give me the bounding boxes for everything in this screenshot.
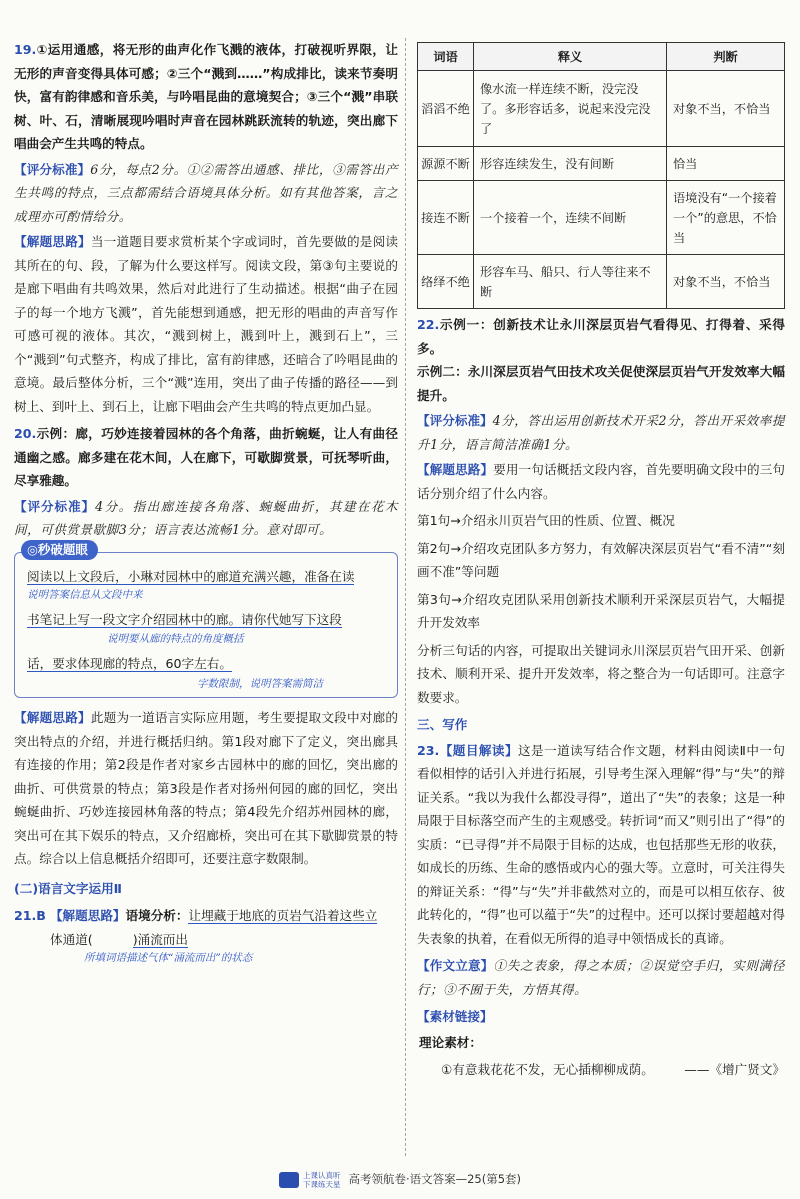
q22-step-1: 第1句→介绍永川页岩气田的性质、位置、概况 (417, 513, 675, 528)
q22-summary: 分析三句话的内容，可提取出关键词永川深层页岩气田开采、创新技术、顺利开采、提升开发效率，将之整合为一句话即可。注意字数要求。 (417, 642, 785, 705)
table-header-row (418, 43, 785, 71)
table-cell-meaning: 形容连续发生，没有间断 (474, 147, 667, 181)
q22-grade: 【评分标准】4分，答出运用创新技术开采2分，答出开采效率提升1分，语言简洁准确1分。 (417, 413, 785, 452)
table-cell-meaning: 一个接着一个，连续不间断 (474, 181, 667, 255)
footer-text: 高考领航卷·语文答案—25(第5套) (348, 1172, 522, 1186)
q20-grade: 【评分标准】4分。指出廊连接各角落、蜿蜒曲折，其建在花木间，可供赏景歇脚3分；语言表达流畅1分。意对即可。 (14, 498, 398, 537)
q23-theory: 理论素材： (419, 1034, 482, 1050)
q22-idea: 【解题思路】要用一句话概括文段内容，首先要明确文段中的三句话分别介绍了什么内容。 (417, 462, 786, 501)
table-cell-meaning: 像水流一样连续不断，没完没了。多形容话多，说起来没完没了 (474, 71, 667, 147)
table-row (418, 147, 785, 181)
q21-line: 21.B 【解题思路】语境分析：让埋藏于地底的页岩气沿着这些立 (14, 908, 378, 923)
q21-number: 21.B (14, 908, 46, 923)
q21-line-2: 体通道( )涌流而出 (50, 931, 188, 947)
box-line-3: 话，要求体现廊的特点，60字左右。 (27, 655, 232, 671)
table-cell-judge: 对象不当，不恰当 (667, 71, 785, 147)
box-note-2: 说明要从廊的特点的角度概括 (107, 632, 244, 645)
q22-step-3: 第3句→介绍攻克团队采用创新技术顺利开采深层页岩气，大幅提升开发效率 (417, 591, 785, 630)
table-cell-judge: 恰当 (667, 147, 785, 181)
q19-number: 19. (14, 42, 37, 57)
q21-note: 所填词语描述气体“涌流而出”的状态 (84, 952, 253, 964)
page-footer (0, 1168, 800, 1192)
box-line-1: 阅读以上文段后，小琳对园林中的廊道充满兴趣，准备在读 (27, 568, 355, 584)
q23-idea: 【作文立意】①失之表象，得之本质；②误觉空手归，实则满径行；③不囿于失，方悟其得。 (417, 958, 786, 997)
q22-example-2: 示例二：永川深层页岩气田技术攻关促使深层页岩气开发效率大幅提升。 (417, 364, 785, 403)
table-row (418, 181, 785, 255)
box-note-3: 字数限制，说明答案需简洁 (197, 678, 323, 690)
section-writing: 三、写作 (417, 717, 468, 732)
q23-quote: ①有意栽花花不发，无心插柳柳成荫。 ——《增广贤文》 (441, 1062, 785, 1077)
word-table (417, 42, 785, 309)
q19-grade: 【评分标准】6分，每点2分。①②需答出通感、排比，③需答出产生共鸣的特点，三点都需结合语境具体分析。如有其他答案，言之成理亦可酌情给分。 (14, 161, 399, 224)
table-row (418, 255, 785, 309)
right-column (417, 42, 785, 1082)
table-cell-judge: 对象不当，不恰当 (667, 255, 785, 309)
key-point-title: ◎秒破题眼 (21, 540, 98, 560)
table-cell-word: 源源不断 (418, 147, 474, 181)
key-point-box (14, 541, 398, 699)
target-icon: ◎ (27, 541, 38, 557)
table-cell-judge: 语境没有“一个接着一个”的意思，不恰当 (667, 181, 785, 255)
q22-example-1: 22.示例一：创新技术让永川深层页岩气看得见、打得着、采得多。 (417, 317, 785, 356)
table-cell-word: 接连不断 (418, 181, 474, 255)
section-language-2: (二)语言文字运用Ⅱ (14, 880, 122, 896)
table-row (418, 71, 785, 147)
box-note-1: 说明答案信息从文段中来 (27, 589, 143, 601)
box-line-2: 书笔记上写一段文字介绍园林中的廊。请你代她写下这段 (27, 612, 342, 627)
table-header: 词语 (418, 43, 474, 71)
q22-step-2: 第2句→介绍攻克团队多方努力，有效解决深层页岩气“看不清”“刻画不准”等问题 (417, 540, 785, 579)
q20-answer: 20.示例：廊，巧妙连接着园林的各个角落，曲折蜿蜒，让人有曲径通幽之感。廊多建在花木间，人在廊下，可歇脚赏景，可抚琴听曲，尽享雅趣。 (14, 426, 398, 488)
table-cell-meaning: 形容车马、船只、行人等往来不断 (474, 255, 667, 309)
q19-answer: 19.①运用通感，将无形的曲声化作飞溅的液体，打破视听界限，让无形的声音变得具体可感；②三个“溅到……”构成排比，读来节奏明快，富有韵律感和音乐美，与吟唱昆曲的意境契合；③三个“溅”串联树、叶、石，清晰展现吟唱时声音在园林跳跃流转的轨迹，突出廊下唱曲会产生共鸣的特点。 (14, 42, 398, 151)
table-header: 释义 (474, 43, 667, 71)
table-header: 判断 (667, 43, 785, 71)
q23-number: 23. (417, 742, 440, 758)
q19-idea: 【解题思路】当一道题目要求赏析某个字或词时，首先要做的是阅读其所在的句、段，了解为什么要这样写。阅读文段，第③句主要说的是廊下唱曲有共鸣效果，然后对此进行了生动描述。根据“曲子在园子的每一个地方飞溅”，首先能想到通感，把无形的唱曲的声音写作可感可视的液体。其次，“溅到树上，溅到叶上，溅到石上”，三个“溅到”句式整齐，构成了排比，富有韵律感，还暗合了吟唱昆曲的意境。最后整体分析，三个“溅”连用，突出了曲子传播的路径——到树上、到叶上、到石上，让廊下唱曲会产生共鸣的特点更加凸显。 (14, 234, 399, 414)
q22-number: 22. (417, 317, 440, 332)
q23-read: 23.【题目解读】这是一道读写结合作文题，材料由阅读Ⅱ中一句看似相悖的话引入并进行拓展，引导考生深入理解“得”与“失”的辩证关系。“我以为我什么都没寻得”，道出了“失”的表象；这是一种局限于目标落空而产生的主观感受。转折词“而又”则引出了“得”的实质：“已寻得”并不局限于目标的达成，也包括那些无形的收获，如成长的历练、生命的感悟或内心的强大等。立意时，可关注得失的辩证关系：“得”与“失”并非截然对立的，而是可以相互依存、彼此转化的，“得”也可以蕴于“失”的过程中。还可以探讨要超越对得失表象的执着，在看似无所得的追寻中领悟成长的真谛。 (417, 742, 785, 946)
left-column (14, 38, 398, 965)
q23-material-tag: 【素材链接】 (417, 1009, 493, 1024)
q20-number: 20. (14, 426, 37, 441)
brand-logo-icon (279, 1172, 299, 1188)
column-divider (405, 38, 406, 1156)
table-cell-word: 滔滔不绝 (418, 71, 474, 147)
table-cell-word: 络绎不绝 (418, 255, 474, 309)
q20-idea: 【解题思路】此题为一道语言实际应用题，考生要提取文段中对廊的突出特点的介绍，并进行概括归纳。第1段对廊下了定义，突出廊具有连接的作用；第2段是作者对家乡古园林中的廊的回忆，突出廊的曲折、可供赏景的特点；第3段是作者对扬州何园的廊的回忆，突出蜿蜒曲折、巧妙连接园林角落的特点；第4段先介绍苏州园林的廊，突出可在其下娱乐的特点，又介绍廊桥，突出可在其下歇脚赏景的特点。综合以上信息概括介绍即可，还要注意字数限制。 (14, 710, 399, 866)
brand-slogan: 上课认真听 下课练天星 (302, 1170, 341, 1189)
